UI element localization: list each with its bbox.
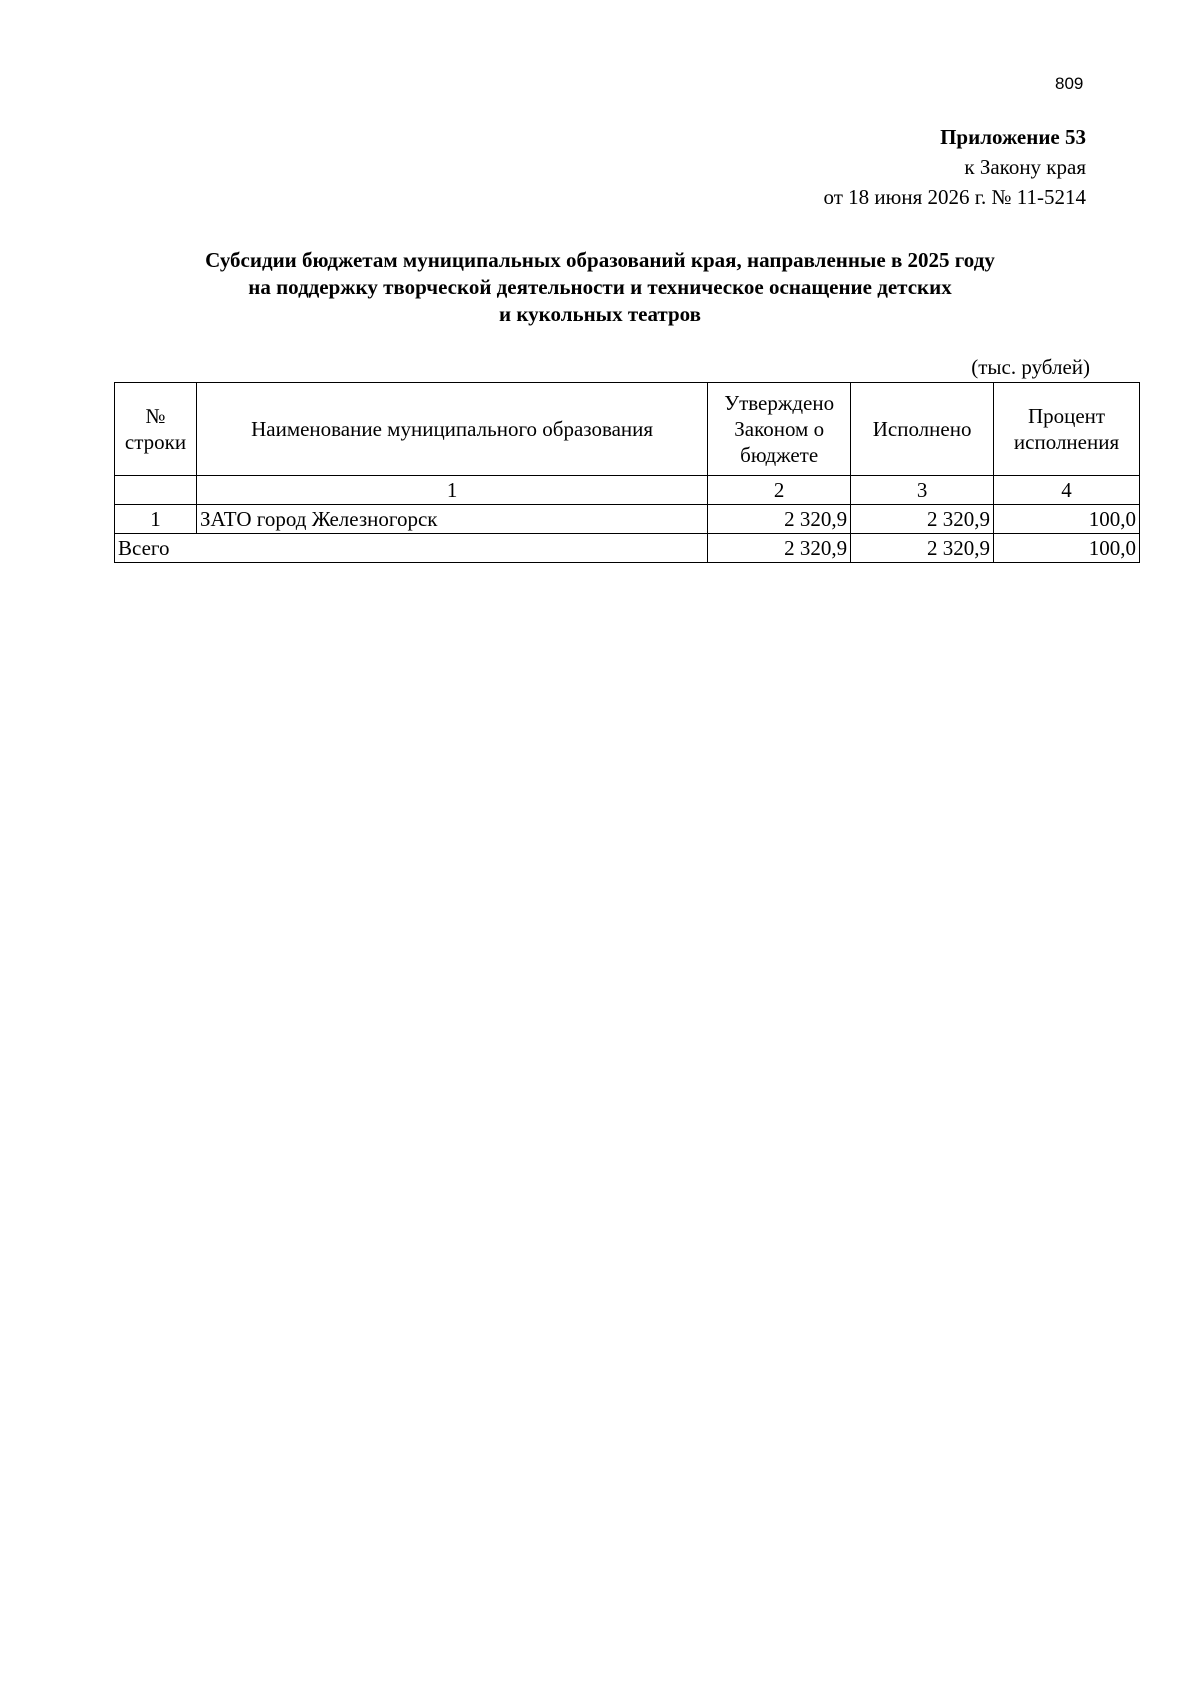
- approved-amount: 2 320,9: [708, 505, 851, 534]
- column-number: 2: [708, 476, 851, 505]
- row-number: 1: [115, 505, 197, 534]
- title-line-1: Субсидии бюджетам муниципальных образований края, направленные в 2025 году: [205, 248, 995, 272]
- title-line-2: на поддержку творческой деятельности и техническое оснащение детских: [248, 275, 952, 299]
- subsidy-table: [114, 382, 1140, 563]
- header-municipality-name: Наименование муниципального образования: [196, 383, 707, 476]
- executed-amount: 2 320,9: [851, 505, 994, 534]
- municipality-name: ЗАТО город Железногорск: [196, 505, 707, 534]
- column-number: 3: [851, 476, 994, 505]
- table-header-row: [115, 383, 1140, 476]
- header-executed: Исполнено: [851, 383, 994, 476]
- total-executed: 2 320,9: [851, 534, 994, 563]
- column-number: 4: [994, 476, 1140, 505]
- total-percent: 100,0: [994, 534, 1140, 563]
- column-number: 1: [196, 476, 707, 505]
- appendix-law: к Закону края: [964, 155, 1086, 179]
- total-row: [115, 534, 1140, 563]
- column-number: [115, 476, 197, 505]
- execution-percent: 100,0: [994, 505, 1140, 534]
- header-percent: Процент исполнения: [994, 383, 1140, 476]
- title-line-3: и кукольных театров: [499, 302, 701, 326]
- appendix-block: [824, 122, 1086, 212]
- appendix-date: от 18 июня 2026 г. № 11-5214: [823, 185, 1086, 209]
- units-label: (тыс. рублей): [971, 355, 1090, 379]
- appendix-title: Приложение 53: [940, 125, 1086, 149]
- document-title: [160, 247, 1040, 328]
- total-label: Всего: [115, 534, 708, 563]
- table-row: [115, 505, 1140, 534]
- header-approved: Утверждено Законом о бюджете: [708, 383, 851, 476]
- column-number-row: [115, 476, 1140, 505]
- header-row-number: № строки: [115, 383, 197, 476]
- total-approved: 2 320,9: [708, 534, 851, 563]
- page-number: 809: [1055, 74, 1084, 93]
